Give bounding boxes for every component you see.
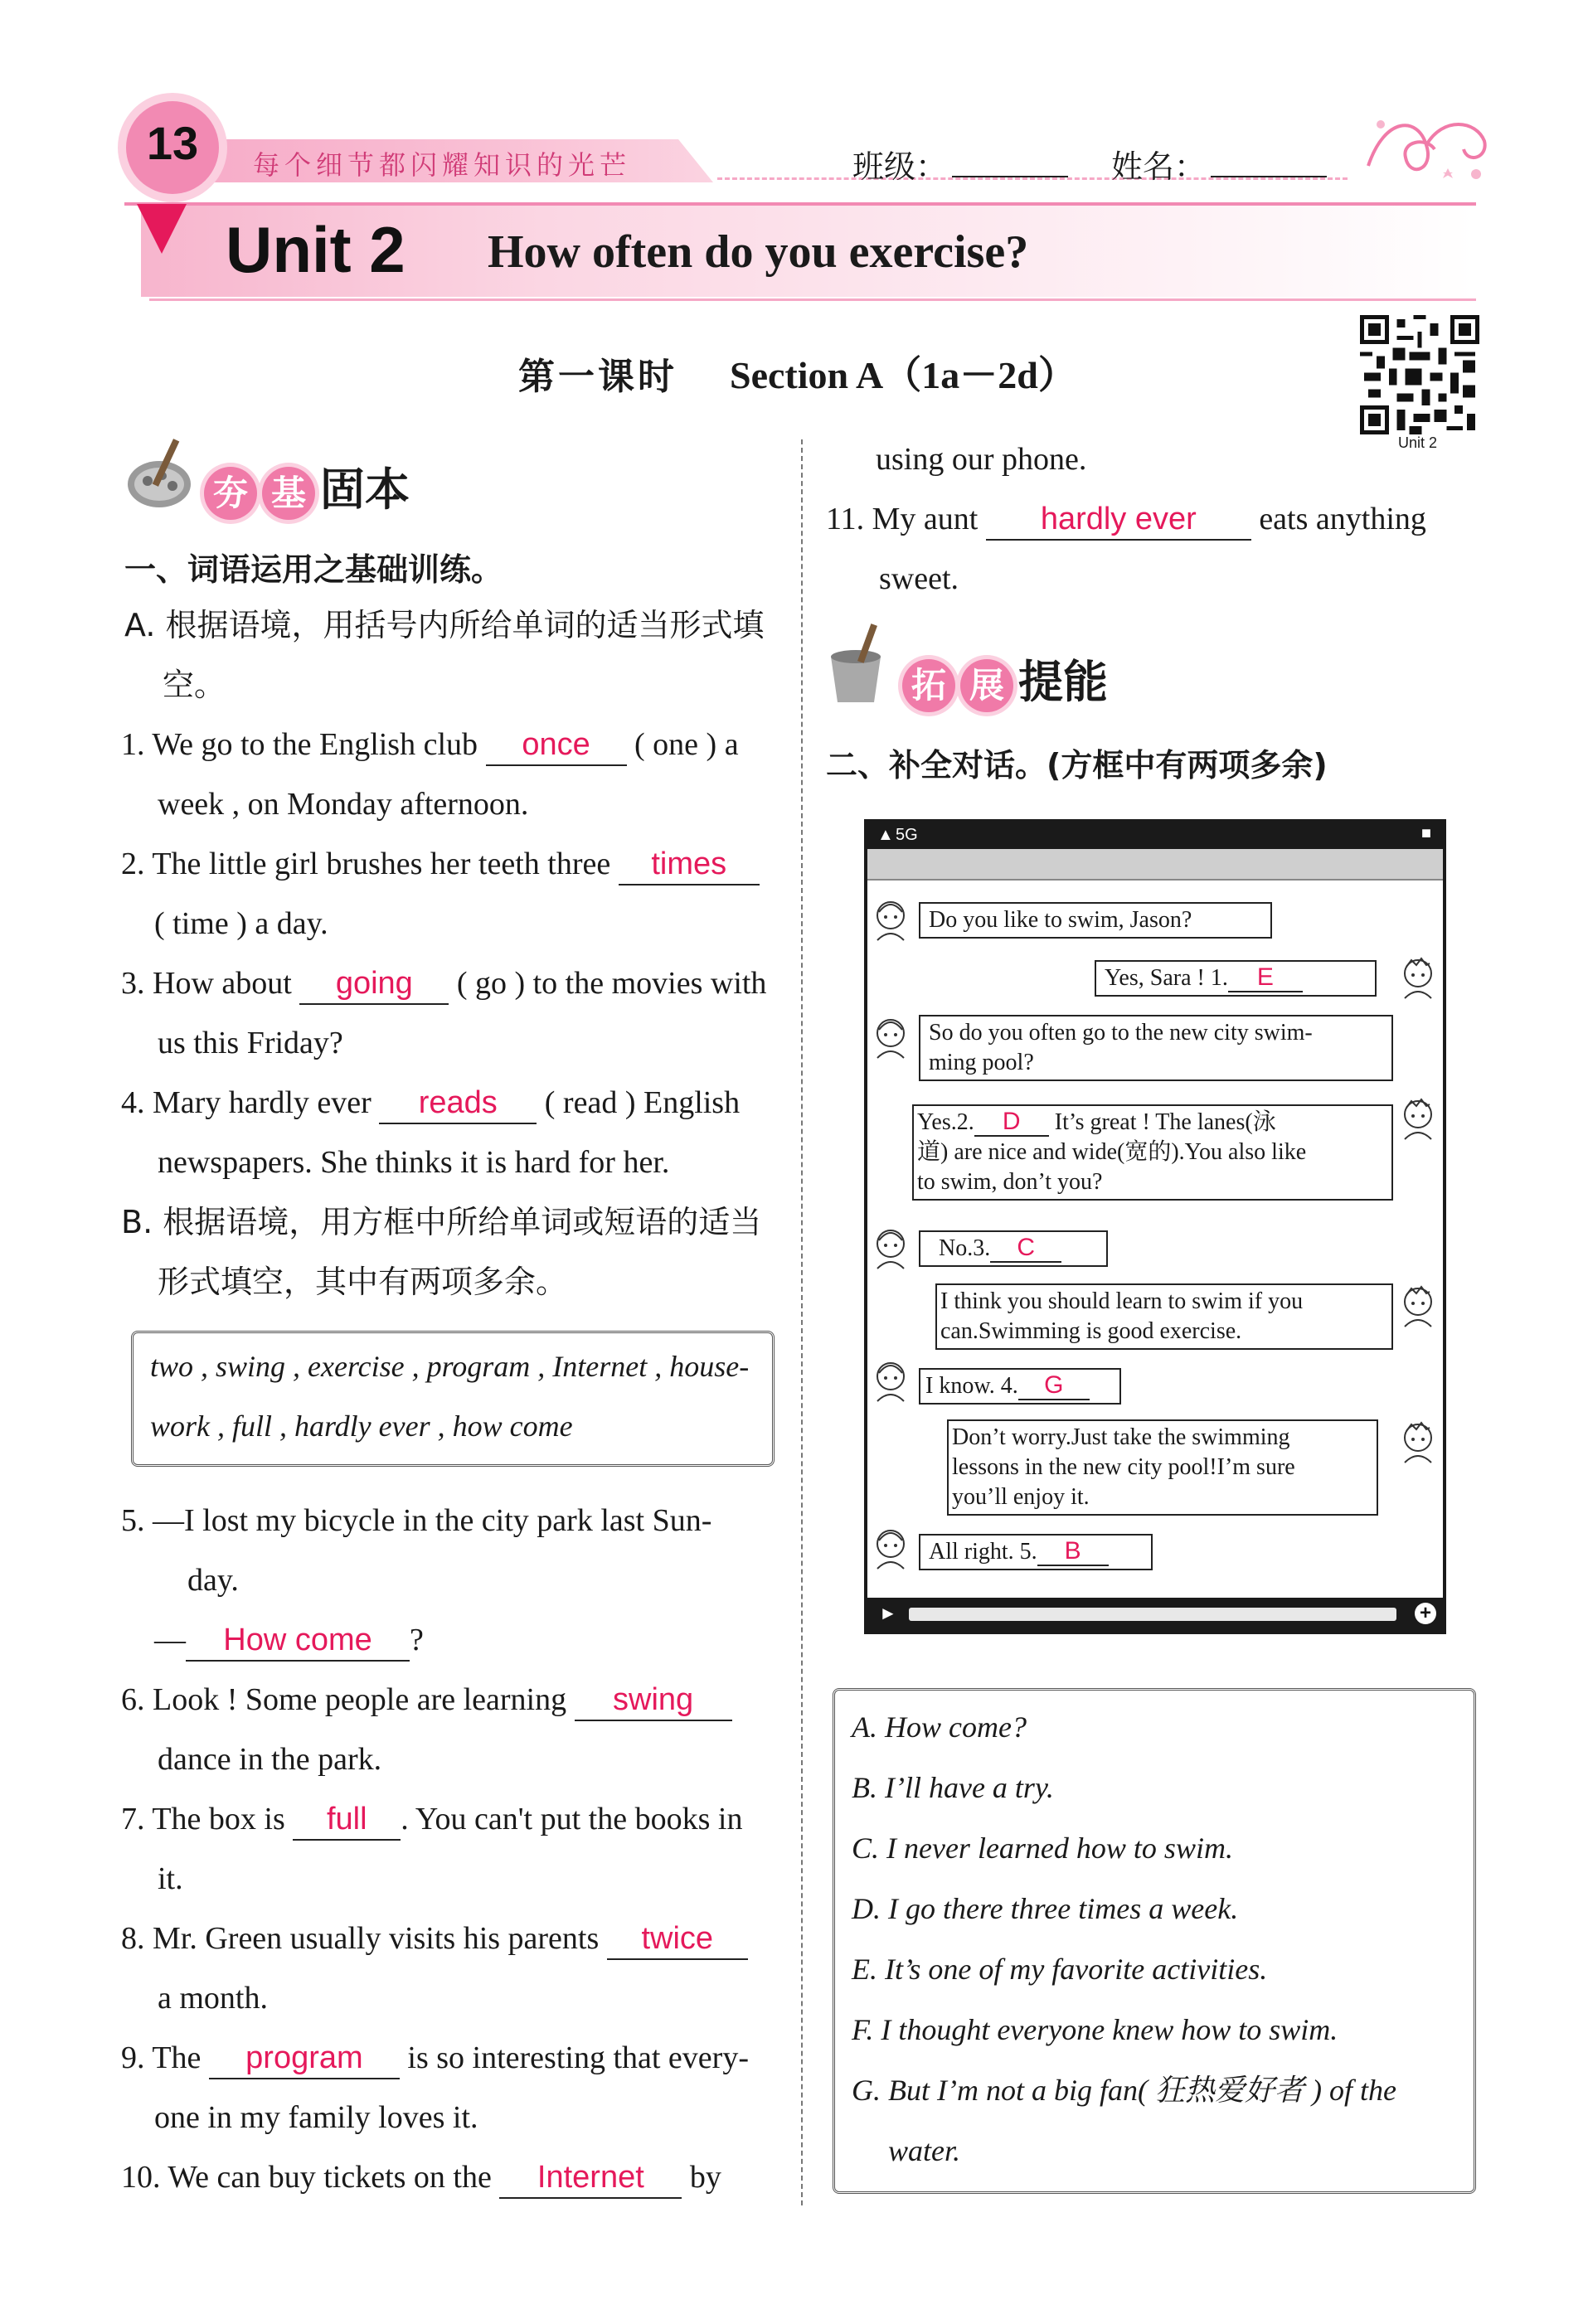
phone-input-bar: [867, 1598, 1443, 1631]
answer-blank-2[interactable]: times: [619, 844, 760, 885]
avatar-jason-icon: [1400, 1419, 1436, 1464]
paint-bucket-icon: [823, 623, 897, 706]
avatar-sara-icon: [872, 1015, 909, 1060]
question-4: 4. Mary hardly ever reads ( read ) English: [121, 1083, 740, 1124]
question-3-cont: us this Friday?: [158, 1026, 343, 1060]
network-label: 5G: [896, 826, 918, 844]
avatar-sara-icon: [872, 1526, 909, 1570]
question-5: 5. —I lost my bicycle in the city park last Sun-: [121, 1503, 712, 1538]
question-2: 2. The little girl brushes her teeth three times: [121, 844, 760, 885]
answer-blank-8[interactable]: twice: [607, 1919, 748, 1960]
part-a-instruction: A. 根据语境，用括号内所给单词的适当形式填: [124, 607, 765, 643]
question-2-cont: ( time ) a day.: [154, 906, 328, 941]
question-7-cont: it.: [158, 1861, 183, 1896]
chat-message-8: Don’t worry.Just take the swimming lessons in the new city pool!I’m sure you’ll enjoy it.: [947, 1419, 1378, 1516]
option-f: F. I thought everyone knew how to swim.: [852, 2013, 1338, 2046]
avatar-sara-icon: [872, 1225, 909, 1270]
phone-status-bar: [867, 822, 1443, 849]
chat-message-6: I think you should learn to swim if you can.Swimming is good exercise.: [935, 1283, 1393, 1350]
phone-toolbar: [867, 849, 1443, 881]
chat-message-7: I know. 4. G: [919, 1368, 1121, 1405]
signal-icon: ▲: [877, 826, 894, 844]
chat-message-3: So do you often go to the new city swim- ming pool?: [919, 1015, 1393, 1081]
page-number: 13: [146, 117, 199, 169]
chat-message-9: All right. 5. B: [919, 1534, 1153, 1570]
question-1: 1. We go to the English club once ( one ) a: [121, 725, 739, 766]
chat-message-5: No.3. C: [919, 1230, 1108, 1267]
answer-blank-6[interactable]: swing: [575, 1680, 732, 1721]
word-bank-box: [131, 1331, 775, 1467]
answer-blank-1[interactable]: once: [486, 725, 627, 766]
palette-brush-icon: [124, 433, 199, 516]
speaker-icon[interactable]: ►: [879, 1603, 897, 1623]
answer-blank-9[interactable]: program: [209, 2038, 400, 2079]
question-9-cont: one in my family loves it.: [154, 2100, 478, 2135]
question-1-cont: week , on Monday afternoon.: [158, 787, 529, 822]
add-icon[interactable]: +: [1415, 1603, 1436, 1624]
dialogue-blank-4[interactable]: G: [1018, 1373, 1090, 1400]
column-divider: [801, 439, 803, 2205]
part-one-title: 一、词语运用之基础训练。: [124, 551, 503, 588]
part-b-instruction: B. 根据语境，用方框中所给单词或短语的适当: [121, 1204, 762, 1240]
answer-blank-5[interactable]: How come: [186, 1620, 410, 1662]
avatar-sara-icon: [872, 897, 909, 942]
class-field[interactable]: [952, 176, 1068, 177]
unit-title: How often do you exercise?: [488, 226, 1029, 278]
option-g-cont: water.: [888, 2134, 961, 2167]
chat-message-4: Yes.2. D It’s great ! The lanes(泳 道) are nice and wide(宽的).You also like to swim, don’t you?: [912, 1104, 1393, 1201]
dialogue-blank-5[interactable]: B: [1037, 1539, 1109, 1566]
option-g: G. But I’m not a big fan( 狂热爱好者 ) of the: [852, 2074, 1396, 2107]
question-10-cont: using our phone.: [876, 442, 1087, 477]
question-7: 7. The box is full . You can't put the books in: [121, 1799, 742, 1841]
answer-blank-10[interactable]: Internet: [499, 2157, 682, 2199]
chat-phone-frame: [864, 819, 1446, 1634]
word-bank-line-2: work , full , hardly ever , how come: [150, 1409, 573, 1443]
question-5-reply: — How come ?: [154, 1620, 424, 1662]
question-9: 9. The program is so interesting that every-: [121, 2038, 749, 2079]
header-divider: [717, 177, 1348, 180]
question-11: 11. My aunt hardly ever eats anything: [826, 499, 1426, 541]
chat-message-1: Do you like to swim, Jason?: [919, 902, 1272, 939]
avatar-jason-icon: [1400, 1283, 1436, 1328]
answer-blank-3[interactable]: going: [299, 963, 449, 1005]
question-5-cont: day.: [187, 1563, 239, 1598]
option-b: B. I’ll have a try.: [852, 1771, 1054, 1804]
question-8: 8. Mr. Green usually visits his parents twice: [121, 1919, 748, 1960]
option-e: E. It’s one of my favorite activities.: [852, 1953, 1268, 1986]
word-bank-line-1: two , swing , exercise , program , Internet , house-: [150, 1350, 750, 1383]
question-6: 6. Look ! Some people are learning swing: [121, 1680, 732, 1721]
extension-badge-2: 展: [960, 659, 1013, 712]
option-a: A. How come?: [852, 1710, 1027, 1744]
name-label: 姓名：: [1111, 148, 1207, 185]
part-b-instruction-cont: 形式填空，其中有两项多余。: [158, 1264, 568, 1300]
question-4-cont: newspapers. She thinks it is hard for her.: [158, 1145, 670, 1180]
name-field[interactable]: [1211, 176, 1327, 177]
part-two-title: 二、补全对话。(方框中有两项多余): [826, 747, 1328, 784]
message-input[interactable]: [909, 1608, 1396, 1621]
qr-code-icon[interactable]: [1360, 315, 1479, 434]
question-8-cont: a month.: [158, 1981, 268, 2016]
foundation-heading-rest: 固本: [320, 463, 410, 516]
answer-blank-11[interactable]: hardly ever: [986, 499, 1251, 541]
answer-blank-4[interactable]: reads: [379, 1083, 537, 1124]
extension-badge-1: 拓: [902, 659, 955, 712]
unit-label: Unit 2: [226, 213, 405, 286]
section-label: Section A（1a－2d）: [730, 354, 1076, 396]
extension-heading-rest: 提能: [1018, 656, 1108, 708]
option-d: D. I go there three times a week.: [852, 1892, 1239, 1925]
avatar-jason-icon: [1400, 1096, 1436, 1141]
foundation-heading: [204, 454, 410, 520]
qr-caption: Unit 2: [1398, 434, 1438, 451]
dialogue-blank-2[interactable]: D: [974, 1109, 1049, 1137]
foundation-badge-2: 基: [262, 467, 315, 520]
battery-icon: ■: [1420, 824, 1431, 842]
class-label: 班级：: [852, 148, 948, 185]
question-11-cont: sweet.: [879, 561, 959, 596]
foundation-badge-1: 夯: [204, 467, 257, 520]
question-10: 10. We can buy tickets on the Internet by: [121, 2157, 721, 2199]
avatar-jason-icon: [1400, 955, 1436, 1000]
avatar-sara-icon: [872, 1358, 909, 1403]
lesson-period: 第一课时: [518, 356, 677, 398]
unit-band-bottom-line: [149, 298, 1476, 301]
header-motto: 每个细节都闪耀知识的光芒: [253, 149, 632, 181]
question-6-cont: dance in the park.: [158, 1742, 382, 1777]
part-a-instruction-cont: 空。: [163, 667, 226, 703]
answer-blank-7[interactable]: full: [293, 1799, 401, 1841]
unit-band-top-line: [124, 202, 1476, 206]
chat-message-2: Yes, Sara ! 1. E: [1095, 960, 1377, 997]
dialogue-blank-1[interactable]: E: [1228, 965, 1303, 992]
dialogue-blank-3[interactable]: C: [990, 1235, 1061, 1263]
option-c: C. I never learned how to swim.: [852, 1832, 1233, 1865]
extension-heading: [902, 647, 1108, 712]
dialogue-options-box: [833, 1688, 1476, 2194]
question-3: 3. How about going ( go ) to the movies with: [121, 963, 766, 1005]
flourish-ornament-icon: [1360, 99, 1493, 191]
